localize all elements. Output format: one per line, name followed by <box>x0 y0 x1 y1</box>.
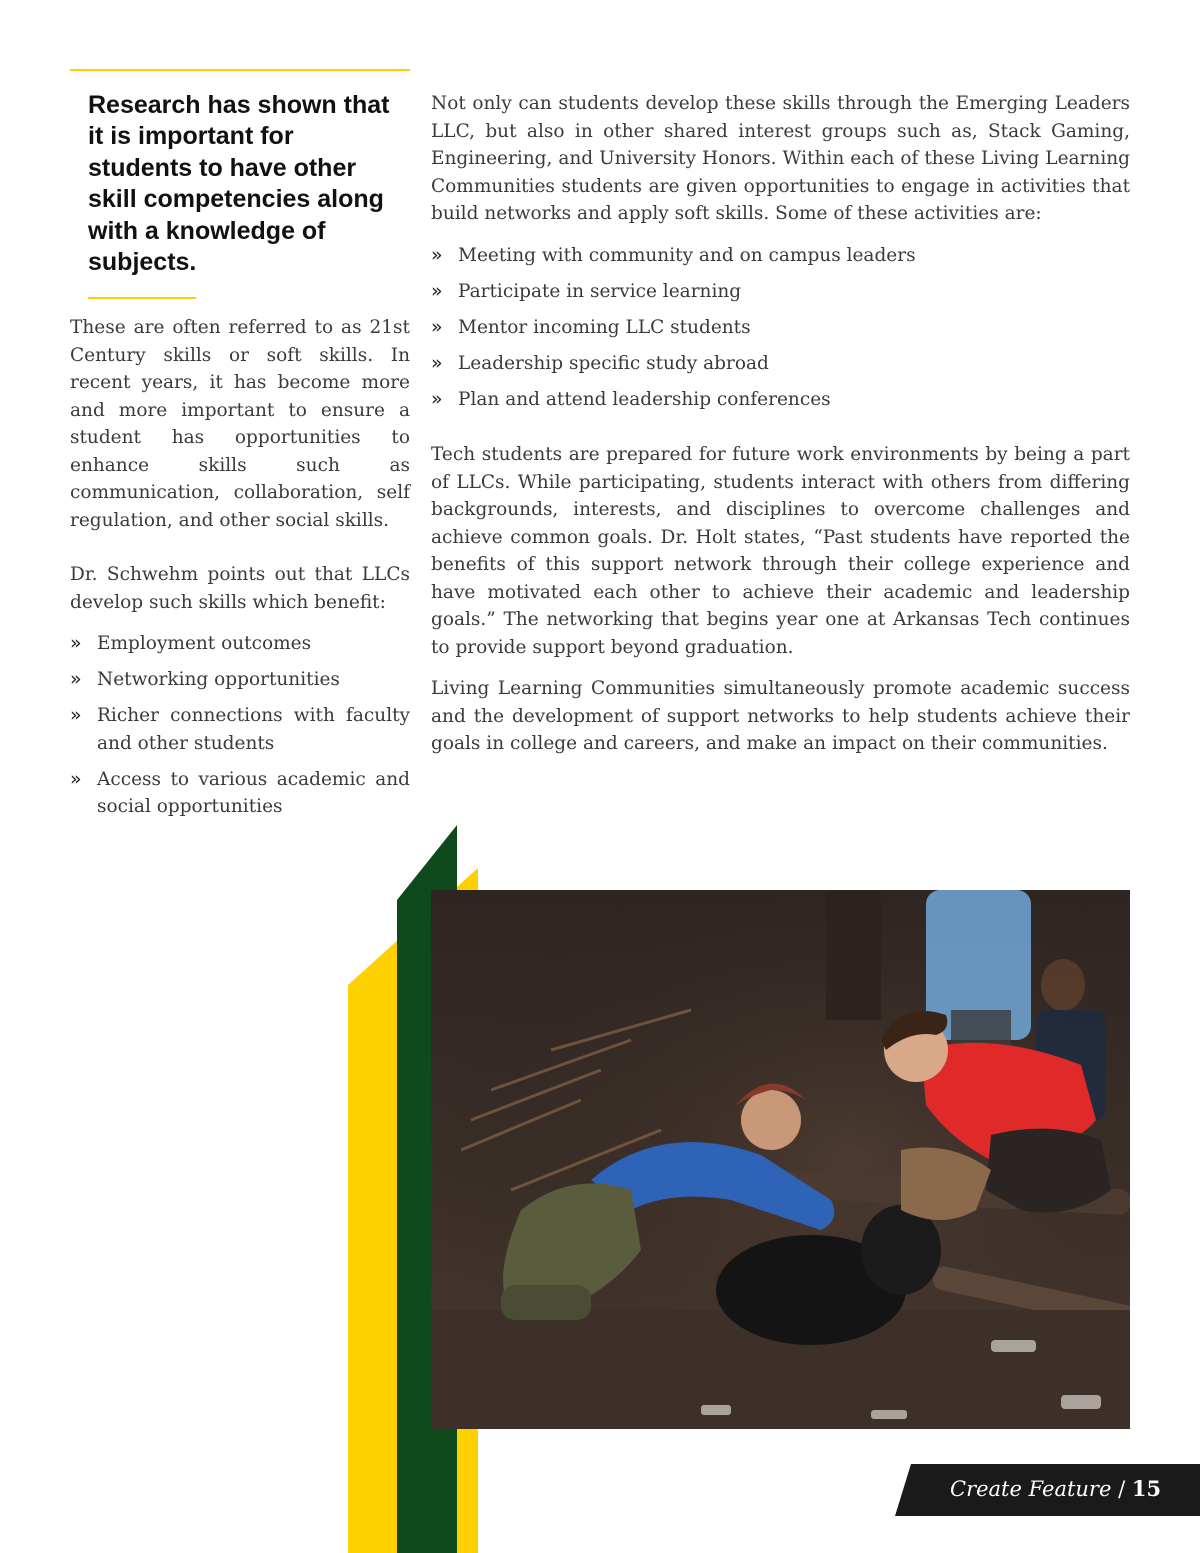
bullet-icon: » <box>70 704 82 726</box>
right-column <box>431 90 1130 758</box>
list-item: » Richer connections with faculty and other students <box>70 704 410 754</box>
footer-label <box>950 1475 1162 1503</box>
bullet-icon: » <box>431 387 443 410</box>
right-paragraph-1: Not only can students develop these skills through the Emerging Leaders LLC, but also in other shared interest groups such as, Stack Gaming, Engineering, and University Honors. Within each of these Living Learning Communities students are given opportunities to engage in activities that build networks and apply soft skills. Some of these activities are: <box>431 93 1130 224</box>
bullet-icon: » <box>431 351 443 374</box>
pull-quote-underline <box>88 297 196 299</box>
right-paragraph-2: Tech students are prepared for future work environments by being a part of LLCs. While participating, students interact with others from differing backgrounds, interests, and disciplines to overcome challenges and achieve common goals. Dr. Holt states, “Past students have reported the benefits of this support network through their college experience and have motivated each other to achieve their academic and leadership goals.” The networking that begins year one at Arkansas Tech continues to provide support beyond graduation. <box>431 444 1130 658</box>
left-paragraph-1: These are often referred to as 21st Century skills or soft skills. In recent years, it has become more and more important to ensure a student has opportunities to enhance skills such as communication, collaboration, self regulation, and other social skills. <box>70 317 410 531</box>
bullet-icon: » <box>70 767 82 790</box>
list-item: » Leadership specific study abroad <box>431 350 1130 378</box>
cleanup-photo <box>431 890 1130 1429</box>
bullet-icon: » <box>431 279 443 302</box>
bullet-icon: » <box>431 243 443 266</box>
section-title: Create Feature <box>950 1477 1112 1501</box>
top-accent-rule <box>70 69 410 71</box>
left-column <box>70 314 410 829</box>
activities-list <box>431 242 1130 414</box>
benefits-list <box>70 630 410 821</box>
list-item: » Access to various academic and social opportunities <box>70 767 410 817</box>
left-paragraph-2: Dr. Schwehm points out that LLCs develop such skills which benefit: <box>70 564 410 613</box>
bullet-icon: » <box>70 632 82 654</box>
page-number: 15 <box>1131 1476 1162 1501</box>
list-item: » Plan and attend leadership conferences <box>431 386 1130 414</box>
footer-separator: / <box>1111 1477 1132 1501</box>
bullet-icon: » <box>70 668 82 690</box>
right-paragraph-3: Living Learning Communities simultaneously promote academic success and the development of support networks to help students achieve their goals in college and careers, and make an impact on their communities. <box>431 678 1130 754</box>
pull-quote: Research has shown that it is important for students to have other skill competencies along with a knowledge of subjects. <box>88 91 390 277</box>
bullet-icon: » <box>431 315 443 338</box>
list-item: » Participate in service learning <box>431 278 1130 306</box>
list-item: » Networking opportunities <box>70 666 410 694</box>
list-item: » Mentor incoming LLC students <box>431 314 1130 342</box>
list-item: » Employment outcomes <box>70 630 410 658</box>
list-item: » Meeting with community and on campus leaders <box>431 242 1130 270</box>
